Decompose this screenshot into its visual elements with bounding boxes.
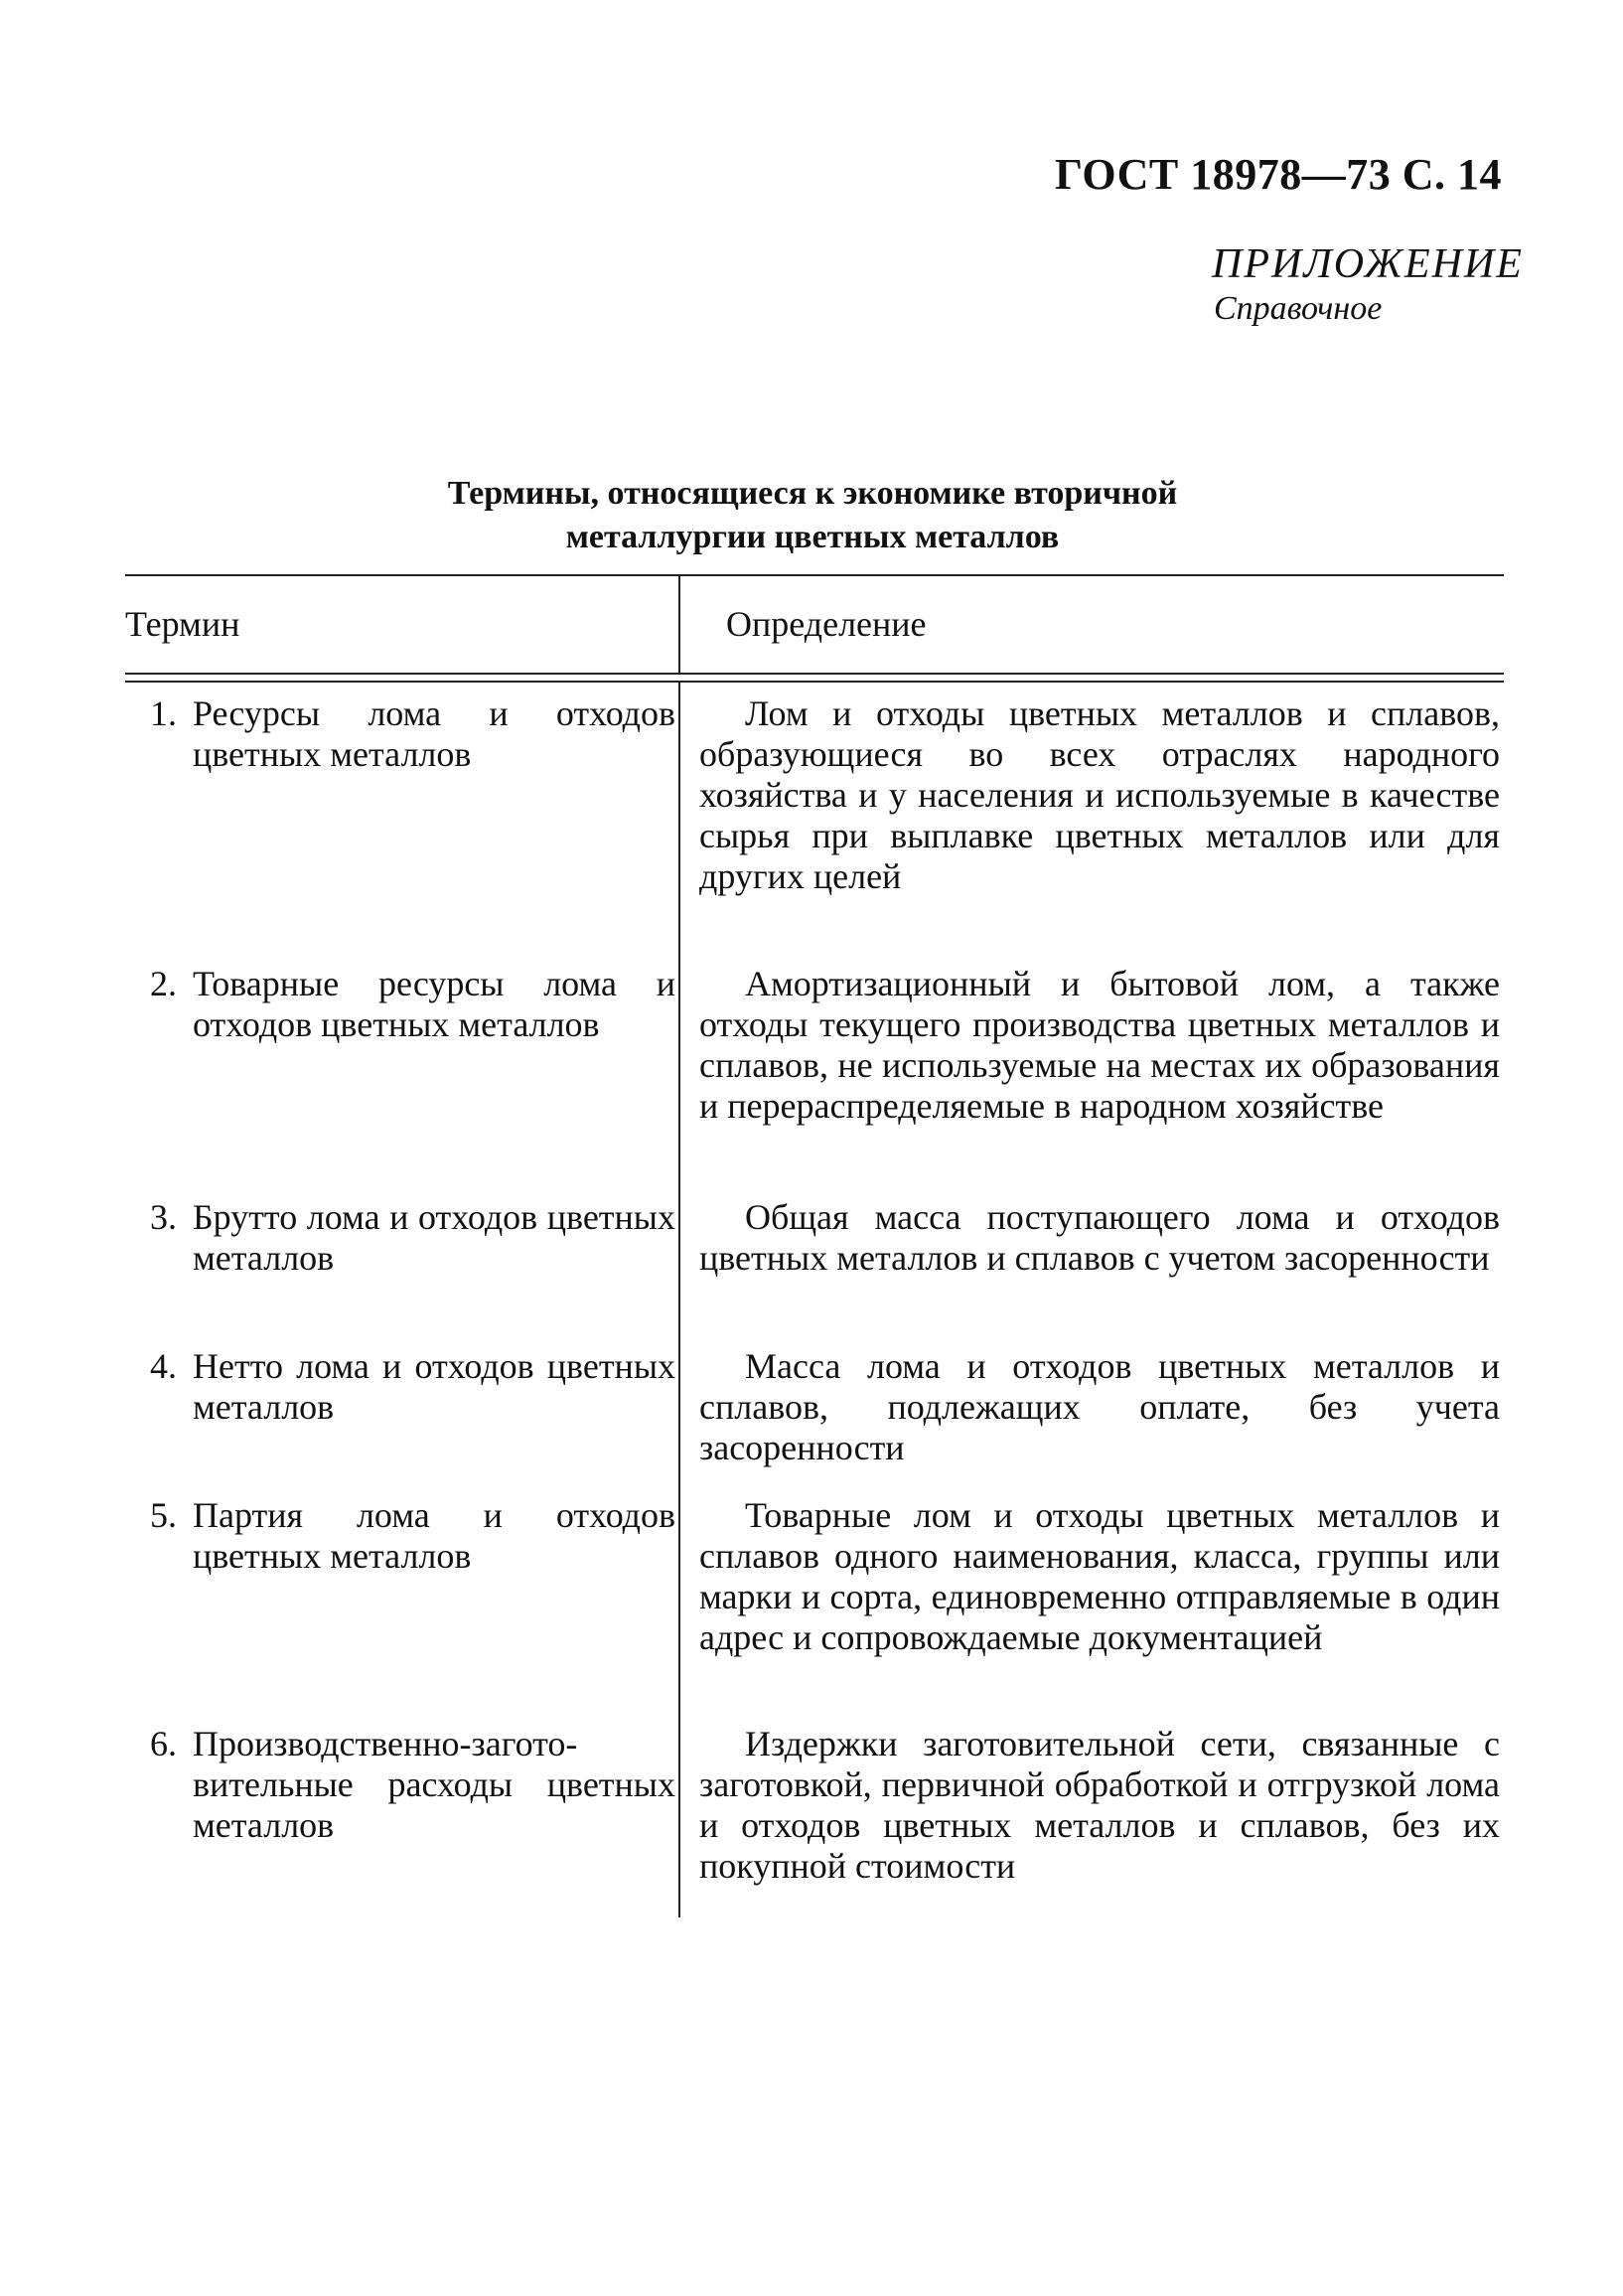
header-bottom-rule-1: [125, 673, 1504, 675]
table-title: [127, 472, 1498, 559]
row-definition: Масса лома и отходов цветных металлов и сплавов, подлежащих оплате, без учета засоренности: [699, 1346, 1500, 1467]
document-code: ГОСТ 18978—73 С. 14: [1054, 150, 1502, 199]
table-top-rule: [125, 574, 1504, 576]
table-title-line-1: Термины, относящиеся к экономике вторичной: [447, 475, 1178, 512]
row-term: Производственно-заготовительные расходы цветных металлов: [193, 1724, 675, 1845]
row-term: Брутто лома и отходов цветных металлов: [193, 1197, 675, 1278]
row-definition: Лом и отходы цветных металлов и сплавов, образующиеся во всех отраслях народного хозяйства и у населения и используемые в качестве сырья при выплавке цветных металлов или для других целей: [699, 693, 1500, 896]
appendix-title: ПРИЛОЖЕНИЕ: [1212, 241, 1524, 287]
row-term: Ресурсы лома и отходов цветных металлов: [193, 693, 675, 774]
row-definition: Товарные лом и отходы цветных металлов и сплавов одного наименования, класса, группы или марки и сорта, единовременно отправляемые в один адрес и сопровождаемые документацией: [699, 1495, 1500, 1657]
row-number: 3.: [150, 1197, 177, 1237]
column-header-definition: Определение: [726, 604, 927, 644]
row-definition: Общая масса поступающего лома и отходов цветных металлов и сплавов с учетом засоренности: [699, 1197, 1500, 1278]
row-number: 4.: [150, 1346, 177, 1386]
row-term: Товарные ресурсы лома и отходов цветных металлов: [193, 964, 675, 1044]
table-title-line-2: металлургии цветных металлов: [565, 519, 1060, 555]
appendix-subtitle: Справочное: [1214, 290, 1383, 327]
row-number: 5.: [150, 1495, 177, 1535]
row-number: 2.: [150, 964, 177, 1003]
row-term: Партия лома и отходов цветных металлов: [193, 1495, 675, 1576]
header-bottom-rule-2: [125, 681, 1504, 683]
column-header-term: Термин: [125, 604, 240, 644]
body-column-divider: [678, 682, 680, 1917]
row-definition: Амортизационный и бытовой лом, а также отходы текущего производства цветных металлов и сплавов, не используемые на местах их образования и перераспределяемые в народном хозяйстве: [699, 964, 1500, 1126]
row-definition: Издержки заготовительной сети, связанные с заготовкой, первичной обработкой и отгрузкой лома и отходов цветных металлов и сплавов, без их покупной стоимости: [699, 1724, 1500, 1886]
row-number: 6.: [150, 1724, 177, 1763]
row-term: Нетто лома и отходов цветных металлов: [193, 1346, 675, 1427]
row-number: 1.: [150, 693, 177, 733]
